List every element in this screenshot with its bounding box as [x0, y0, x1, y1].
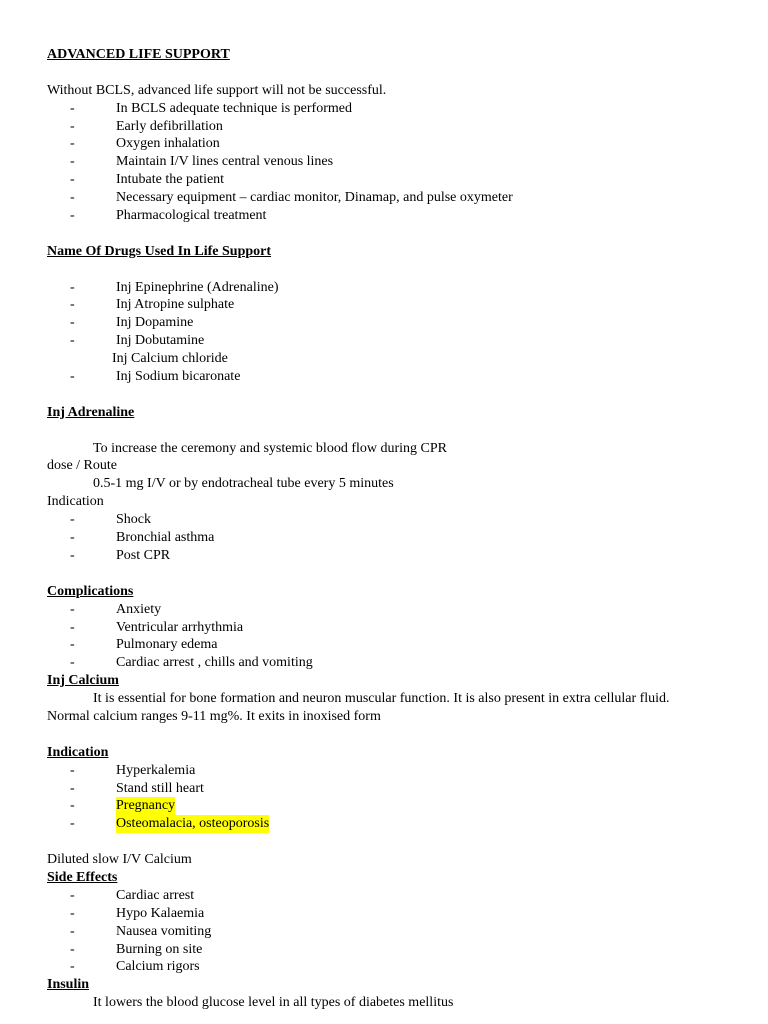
adrenaline-purpose: To increase the ceremony and systemic blood flow during CPR — [93, 440, 447, 456]
calcium-description: It is essential for bone formation and neuron muscular function. It is also present in extra cellular fluid. — [93, 691, 670, 707]
dash-marker: - — [70, 100, 75, 116]
adrenaline-heading: Inj Adrenaline — [47, 404, 135, 420]
dash-marker: - — [70, 136, 75, 152]
dash-marker: - — [70, 547, 75, 563]
list-item: - Hypo Kalaemia — [70, 905, 205, 921]
indication-label: Indication — [47, 494, 104, 510]
complications-list — [47, 601, 757, 673]
list-item: - Stand still heart — [70, 780, 204, 796]
list-item: Inj Calcium chloride — [112, 351, 228, 367]
dose-route-label: dose / Route — [47, 458, 117, 474]
list-item: - Cardiac arrest , chills and vomiting — [70, 655, 313, 671]
dash-marker: - — [70, 333, 75, 349]
calcium-indications-list — [47, 762, 757, 834]
list-item: - Bronchial asthma — [70, 530, 215, 546]
list-item: - Calcium rigors — [70, 959, 200, 975]
dash-marker: - — [70, 905, 75, 921]
list-item: - Oxygen inhalation — [70, 136, 220, 152]
dash-marker: - — [70, 959, 75, 975]
calcium-range-text: Normal calcium ranges 9-11 mg%. It exits in inoxised form — [47, 708, 381, 724]
list-item: - Post CPR — [70, 547, 171, 563]
list-item: - Inj Dopamine — [70, 315, 194, 331]
list-item: - Intubate the patient — [70, 172, 225, 188]
document-page — [47, 46, 757, 1012]
list-item: - Inj Dobutamine — [70, 333, 205, 349]
list-item: - Early defibrillation — [70, 118, 223, 134]
list-item: - Shock — [70, 512, 151, 528]
dash-marker: - — [70, 154, 75, 170]
list-item: - Pharmacological treatment — [70, 208, 267, 224]
dash-marker: - — [70, 941, 75, 957]
dose-text: 0.5-1 mg I/V or by endotracheal tube every 5 minutes — [93, 476, 394, 492]
side-effects-list — [47, 887, 757, 976]
dash-marker: - — [70, 923, 75, 939]
dash-marker: - — [70, 315, 75, 331]
list-item: - Pulmonary edema — [70, 637, 218, 653]
dash-marker: - — [70, 816, 75, 832]
insulin-heading: Insulin — [47, 977, 90, 993]
list-item: - Anxiety — [70, 601, 162, 617]
list-item: - Necessary equipment – cardiac monitor, Dinamap, and pulse oxymeter — [70, 190, 513, 206]
drugs-heading: Name Of Drugs Used In Life Support — [47, 243, 272, 259]
indication-heading: Indication — [47, 744, 109, 760]
list-item: - Burning on site — [70, 941, 203, 957]
dash-marker: - — [70, 297, 75, 313]
list-item — [47, 797, 757, 815]
list-item: - Inj Sodium bicaronate — [70, 369, 241, 385]
list-item: - Inj Epinephrine (Adrenaline) — [70, 279, 279, 295]
side-effects-heading: Side Effects — [47, 869, 118, 885]
dash-marker: - — [70, 369, 75, 385]
list-item: - In BCLS adequate technique is performed — [70, 100, 352, 116]
list-item: - Cardiac arrest — [70, 887, 195, 903]
dash-marker: - — [70, 190, 75, 206]
dash-marker: - — [70, 118, 75, 134]
list-item: - Inj Atropine sulphate — [70, 297, 235, 313]
diluted-text: Diluted slow I/V Calcium — [47, 852, 192, 868]
list-item: - Hyperkalemia — [70, 762, 196, 778]
dash-marker: - — [70, 172, 75, 188]
insulin-description: It lowers the blood glucose level in all types of diabetes mellitus — [93, 995, 454, 1011]
dash-marker: - — [70, 798, 75, 814]
dash-marker: - — [70, 601, 75, 617]
calcium-heading: Inj Calcium — [47, 673, 119, 689]
dash-marker: - — [70, 762, 75, 778]
adrenaline-indications-list — [47, 511, 757, 565]
dash-marker: - — [70, 530, 75, 546]
dash-marker: - — [70, 637, 75, 653]
highlighted-text: Osteomalacia, osteoporosis — [116, 816, 270, 832]
drugs-list — [47, 279, 757, 386]
complications-heading: Complications — [47, 583, 134, 599]
list-item: - Nausea vomiting — [70, 923, 212, 939]
highlighted-text: Pregnancy — [116, 798, 176, 814]
dash-marker: - — [70, 279, 75, 295]
dash-marker: - — [70, 208, 75, 224]
list-item — [47, 815, 757, 833]
list-item: - Maintain I/V lines central venous lines — [70, 154, 334, 170]
dash-marker: - — [70, 619, 75, 635]
dash-marker: - — [70, 887, 75, 903]
dash-marker: - — [70, 655, 75, 671]
bcls-list — [47, 100, 757, 225]
dash-marker: - — [70, 780, 75, 796]
dash-marker: - — [70, 512, 75, 528]
list-item: - Ventricular arrhythmia — [70, 619, 244, 635]
intro-text: Without BCLS, advanced life support will not be successful. — [47, 82, 387, 98]
document-title: ADVANCED LIFE SUPPORT — [47, 47, 230, 62]
